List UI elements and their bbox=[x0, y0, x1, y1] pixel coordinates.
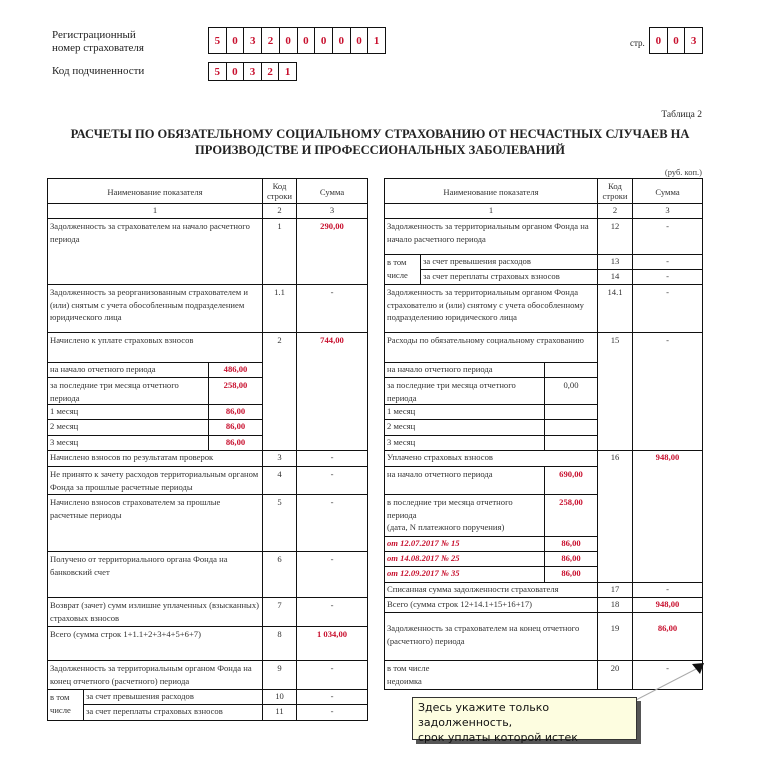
row-15-sum-cell[interactable] bbox=[632, 332, 703, 451]
page-label: стр. bbox=[630, 38, 645, 48]
table-label: Таблица 2 bbox=[661, 110, 702, 120]
reg-label-line2: номер страхователя bbox=[52, 42, 144, 54]
row-9-sum: - bbox=[330, 663, 334, 673]
row-3-code: 3 bbox=[277, 452, 282, 462]
row-16-sum-cell[interactable] bbox=[632, 450, 703, 583]
row-16-sub-3-name: от 12.07.2017 № 15 bbox=[387, 538, 460, 548]
row-2-sub-4-name: 2 месяц bbox=[50, 421, 79, 431]
row-2-sub-1-val: 486,00 bbox=[223, 364, 248, 374]
row-4-name: Не принято к зачету расходов территориальным органом Фонда за прошлые расчетные периоды bbox=[50, 469, 259, 492]
sub-digit: 0 bbox=[227, 63, 245, 80]
row-10-code: 10 bbox=[275, 691, 284, 701]
row-6-code: 6 bbox=[277, 554, 282, 564]
sub-digit: 2 bbox=[262, 63, 280, 80]
sub-digit: 1 bbox=[284, 65, 291, 78]
row-2-code: 2 bbox=[277, 335, 282, 345]
row-20-name-line2: недоимка bbox=[387, 675, 422, 686]
reg-digit: 0 bbox=[227, 28, 245, 53]
row-16-sub-2-name-text: в последние три месяца отчетного периода bbox=[387, 497, 513, 520]
row-20-name-line1: в том числе bbox=[387, 663, 430, 673]
row-15-sub-4-val-cell[interactable] bbox=[544, 419, 598, 436]
row-7-sum: - bbox=[330, 600, 334, 610]
callout-note bbox=[412, 697, 637, 744]
row-16-sub-4-name: от 14.08.2017 № 25 bbox=[387, 553, 460, 563]
row-15-name: Расходы по обязательному социальному страхованию bbox=[387, 335, 584, 345]
row-15-code: 15 bbox=[610, 335, 620, 345]
units-label: (руб. коп.) bbox=[664, 167, 702, 177]
row-19-name: Задолженность за страхователем на конец отчетного (расчетного) периода bbox=[387, 623, 580, 646]
row-2-sub-1-name: на начало отчетного периода bbox=[50, 364, 156, 374]
row-17-code: 17 bbox=[610, 584, 620, 594]
row-16-code-cell bbox=[597, 450, 633, 583]
reg-digit: 5 bbox=[209, 28, 227, 53]
row-7-code: 7 bbox=[277, 600, 282, 610]
callout-line2: срок уплаты которой истек bbox=[418, 731, 578, 744]
row-19-sum: 86,00 bbox=[657, 623, 678, 633]
sub-code-field[interactable] bbox=[208, 62, 297, 81]
right-incl-label: в том числе bbox=[387, 257, 408, 280]
row-16-sub-2-name bbox=[384, 494, 545, 536]
row-18-sum: 948,00 bbox=[655, 599, 680, 609]
row-2-sub-5-name: 3 месяц bbox=[50, 437, 79, 447]
row-15-sub-1-val bbox=[544, 362, 598, 365]
row-2-sub-4-val: 86,00 bbox=[225, 421, 246, 431]
sub-digit: 5 bbox=[209, 63, 227, 80]
row-11-code: 11 bbox=[275, 706, 284, 716]
row-20-code: 20 bbox=[610, 663, 620, 673]
title-line2: ПРОИЗВОДСТВЕ И ПРОФЕССИОНАЛЬНЫХ ЗАБОЛЕВАНИЙ bbox=[195, 143, 565, 157]
row-13-code: 13 bbox=[610, 256, 620, 266]
row-17-name: Списанная сумма задолженности страхователя bbox=[387, 584, 559, 594]
row-20-sum: - bbox=[666, 663, 669, 673]
row-2-code-cell bbox=[262, 332, 297, 451]
col-header-name-text: Наименование показателя bbox=[107, 187, 203, 197]
title-line1: РАСЧЕТЫ ПО ОБЯЗАТЕЛЬНОМУ СОЦИАЛЬНОМУ СТРАХОВАНИЮ ОТ НЕСЧАСТНЫХ СЛУЧАЕВ НА bbox=[70, 127, 690, 141]
row-16-sub-5-val: 86,00 bbox=[561, 568, 581, 578]
r-col-header-name-text: Наименование показателя bbox=[443, 187, 539, 197]
col-num-2-text: 2 bbox=[277, 205, 282, 215]
row-12-sum: - bbox=[666, 221, 669, 231]
row-14-1-code: 14.1 bbox=[607, 287, 623, 297]
row-2-name: Начислено к уплате страховых взносов bbox=[50, 335, 194, 345]
row-15-sub-1-name: на начало отчетного периода bbox=[387, 364, 493, 374]
row-18-code: 18 bbox=[610, 599, 620, 609]
row-8-sum: 1 034,00 bbox=[316, 629, 348, 639]
row-1-code: 1 bbox=[277, 221, 282, 231]
reg-number-label bbox=[52, 29, 144, 55]
col-num-1-text: 1 bbox=[152, 205, 158, 215]
reg-digit: 2 bbox=[262, 28, 280, 53]
row-6-sum: - bbox=[330, 554, 334, 564]
sub-code-label: Код подчиненности bbox=[52, 65, 145, 77]
row-2-sub-2-val: 258,00 bbox=[223, 380, 248, 390]
page-digit: 3 bbox=[690, 34, 697, 47]
row-11-sum: - bbox=[330, 706, 334, 716]
row-9-code: 9 bbox=[277, 663, 282, 673]
row-17-sum: - bbox=[666, 584, 669, 594]
row-14-1-name: Задолженность за территориальным органом Фонда страхователю и (или) снятому с учета обособленному подразделению юридического лица bbox=[387, 287, 584, 322]
row-15-sub-2-name: за последние три месяца отчетного периода bbox=[387, 380, 516, 403]
row-2-sub-5-val: 86,00 bbox=[225, 437, 246, 447]
row-2-sub-3-val: 86,00 bbox=[225, 406, 246, 416]
sub-digit: 3 bbox=[244, 63, 262, 80]
row-1-1-code: 1.1 bbox=[274, 287, 285, 297]
row-8-name: Всего (сумма строк 1+1.1+2+3+4+5+6+7) bbox=[50, 629, 201, 639]
reg-digit: 0 bbox=[298, 28, 316, 53]
row-16-sub-2-note: (дата, N платежного поручения) bbox=[387, 522, 505, 532]
row-10-sum: - bbox=[330, 691, 334, 701]
row-16-sub-2-val: 258,00 bbox=[559, 497, 583, 507]
r-col-num-3-text: 3 bbox=[665, 205, 670, 215]
row-2-sum: 744,00 bbox=[320, 335, 344, 345]
row-15-sub-3-name: 1 месяц bbox=[387, 406, 416, 416]
row-6-name: Получено от территориального органа Фонда на банковский счет bbox=[50, 554, 228, 577]
r-col-num-2-text: 2 bbox=[612, 205, 618, 215]
row-3-name: Начислено взносов по результатам проверок bbox=[50, 452, 214, 462]
r-col-header-code-text bbox=[597, 178, 633, 203]
row-2-sum-cell[interactable] bbox=[296, 332, 368, 451]
code-line1: Код bbox=[272, 181, 287, 191]
reg-label-line1: Регистрационный bbox=[52, 29, 136, 41]
row-2-sub-2-name: за последние три месяца отчетного периода bbox=[50, 380, 179, 403]
row-11-name: за счет переплаты страховых взносов bbox=[86, 706, 223, 716]
row-14-name: за счет переплаты страховых взносов bbox=[423, 271, 560, 281]
row-15-sum: - bbox=[666, 335, 669, 345]
page-digit: 0 bbox=[650, 28, 668, 53]
reg-number-field[interactable] bbox=[208, 27, 386, 54]
row-19-code: 19 bbox=[610, 623, 620, 633]
row-20-name bbox=[384, 660, 598, 689]
row-9-name: Задолженность за территориальным органом Фонда на конец отчетного (расчетного) периода bbox=[50, 663, 252, 686]
row-16-sub-1-name: на начало отчетного периода bbox=[387, 469, 493, 479]
row-16-sub-1-val: 690,00 bbox=[559, 469, 583, 479]
row-13-name: за счет превышения расходов bbox=[423, 256, 531, 266]
page-title bbox=[40, 126, 720, 158]
col-header-code-text bbox=[262, 178, 297, 203]
col-header-sum-text: Сумма bbox=[319, 187, 345, 197]
row-14-code: 14 bbox=[610, 271, 620, 281]
row-14-sum: - bbox=[666, 271, 669, 281]
reg-digit: 0 bbox=[315, 28, 333, 53]
row-15-code-cell bbox=[597, 332, 633, 451]
row-10-name: за счет превышения расходов bbox=[86, 691, 194, 701]
row-16-sub-3-val: 86,00 bbox=[561, 538, 581, 548]
row-16-sub-4-val: 86,00 bbox=[561, 553, 581, 563]
row-16-sum: 948,00 bbox=[655, 452, 680, 462]
row-16-name: Уплачено страховых взносов bbox=[387, 452, 493, 462]
row-1-sum: 290,00 bbox=[320, 221, 344, 231]
row-8-code: 8 bbox=[277, 629, 282, 639]
row-1-1-sum: - bbox=[330, 287, 334, 297]
row-15-sub-4-name: 2 месяц bbox=[387, 421, 416, 431]
col-num-3-text: 3 bbox=[329, 205, 335, 215]
row-3-sum: - bbox=[330, 452, 334, 462]
row-5-code: 5 bbox=[277, 497, 282, 507]
row-14-1-sum: - bbox=[666, 287, 669, 297]
row-18-name: Всего (сумма строк 12+14.1+15+16+17) bbox=[387, 599, 533, 609]
r-col-num-1-text: 1 bbox=[488, 205, 494, 215]
row-5-sum: - bbox=[330, 497, 334, 507]
row-16-sub-5-name: от 12.09.2017 № 35 bbox=[387, 568, 460, 578]
reg-digit: 0 bbox=[333, 28, 351, 53]
code-line1: Код bbox=[608, 181, 622, 191]
row-12-name: Задолженность за территориальным органом Фонда на начало расчетного периода bbox=[387, 221, 589, 244]
callout-line1: Здесь укажите только задолженность, bbox=[418, 701, 550, 729]
row-2-sub-3-name: 1 месяц bbox=[50, 406, 79, 416]
row-13-sum: - bbox=[666, 256, 669, 266]
row-5-name: Начислено взносов страхователем за прошлые расчетные периоды bbox=[50, 497, 221, 520]
code-line2: строки bbox=[266, 191, 293, 201]
row-1-1-name: Задолженность за реорганизованным страхователем и (или) снятым с учета обособленным подразделением юридического лица bbox=[50, 287, 248, 322]
row-4-sum: - bbox=[330, 469, 334, 479]
row-15-sub-2-val: 0,00 bbox=[563, 380, 579, 390]
row-1-name: Задолженность за страхователем на начало расчетного периода bbox=[50, 221, 250, 244]
reg-digit: 1 bbox=[373, 34, 380, 47]
row-12-code: 12 bbox=[610, 221, 620, 231]
row-15-sub-3-val-cell[interactable] bbox=[544, 404, 598, 420]
row-15-sub-5-val-cell[interactable] bbox=[544, 435, 598, 451]
r-col-header-sum-text: Сумма bbox=[655, 187, 680, 197]
reg-digit: 0 bbox=[351, 28, 369, 53]
code-line2: строки bbox=[602, 191, 628, 201]
row-4-code: 4 bbox=[277, 469, 282, 479]
left-incl-label: в том числе bbox=[50, 692, 71, 715]
row-7-name: Возврат (зачет) сумм излишне уплаченных (взысканных) страховых взносов bbox=[50, 600, 259, 623]
reg-digit: 3 bbox=[244, 28, 262, 53]
page-number-field[interactable] bbox=[649, 27, 703, 54]
row-16-code: 16 bbox=[610, 452, 620, 462]
reg-digit: 0 bbox=[280, 28, 298, 53]
row-15-sub-5-name: 3 месяц bbox=[387, 437, 416, 447]
page-digit: 0 bbox=[668, 28, 686, 53]
